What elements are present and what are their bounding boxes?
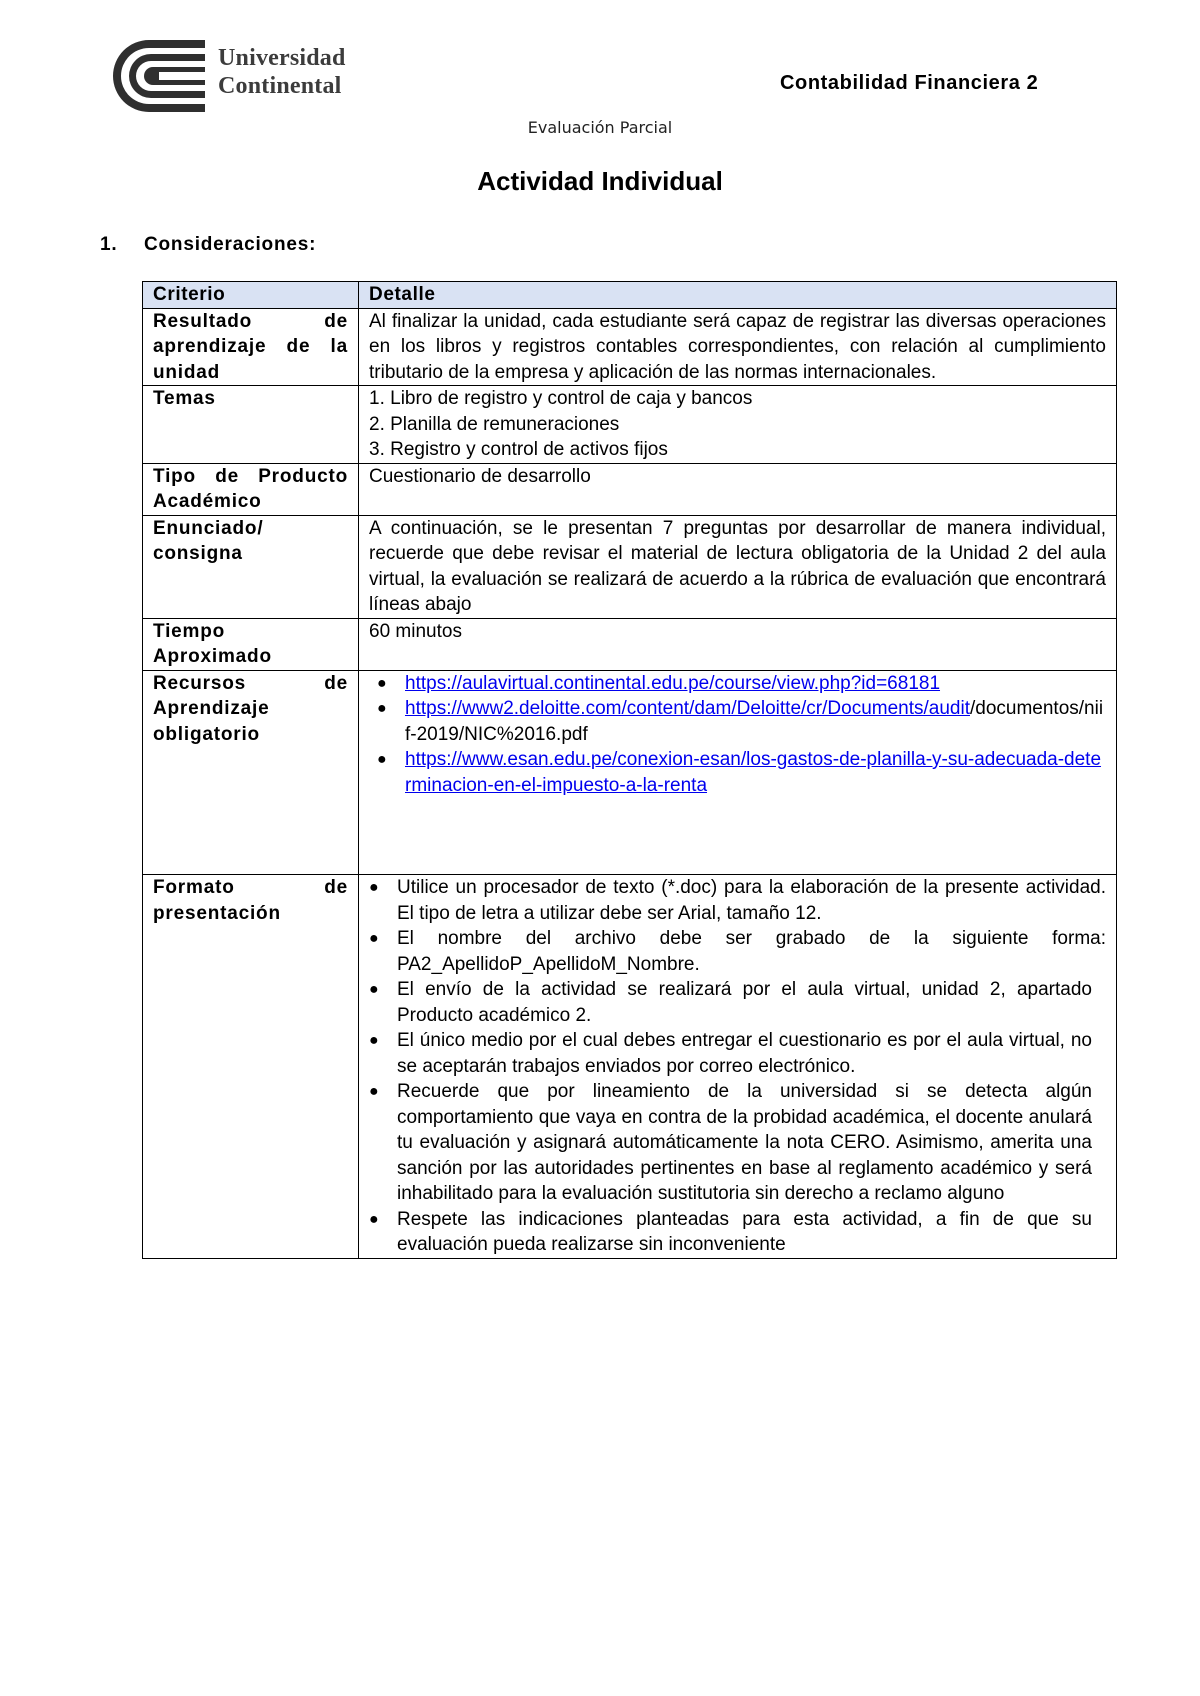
topic-item: 3. Registro y control de activos fijos bbox=[369, 439, 668, 460]
criterion-cell: Recursos de Aprendizaje obligatorio bbox=[143, 670, 359, 875]
bullet-icon: ● bbox=[377, 751, 387, 768]
table-row bbox=[143, 515, 1117, 618]
list-item bbox=[369, 671, 1106, 697]
bullet-icon: ● bbox=[369, 1210, 379, 1228]
list-item bbox=[361, 1207, 1106, 1258]
criterion-cell: Formato de presentación bbox=[143, 875, 359, 1259]
logo-text bbox=[218, 44, 346, 100]
bullet-icon: ● bbox=[369, 981, 379, 998]
detail-cell bbox=[359, 875, 1117, 1259]
criterion-cell: Temas bbox=[143, 386, 359, 464]
format-rule: El envío de la actividad se realizará por el aula virtual, unidad 2, apartado Producto académico 2. bbox=[397, 979, 1092, 1026]
topic-item: 2. Planilla de remuneraciones bbox=[369, 413, 620, 435]
table-row bbox=[143, 618, 1117, 670]
bullet-icon: ● bbox=[369, 930, 379, 947]
criterion-cell: Enunciado/ consigna bbox=[143, 515, 359, 618]
table-row bbox=[143, 386, 1117, 464]
list-item bbox=[361, 1028, 1106, 1079]
header-detalle: Detalle bbox=[359, 282, 1117, 309]
criterion-cell: Tipo de Producto Académico bbox=[143, 463, 359, 515]
table-header-row bbox=[143, 282, 1117, 309]
list-item bbox=[369, 696, 1106, 747]
detail-cell bbox=[359, 386, 1117, 464]
format-rule: El único medio por el cual debes entregar el cuestionario es por el aula virtual, no se aceptarán trabajos enviados por correo electrónico. bbox=[397, 1030, 1092, 1077]
resource-list bbox=[369, 671, 1106, 799]
bullet-icon: ● bbox=[377, 674, 387, 692]
format-rule: Respete las indicaciones planteadas para esta actividad, a fin de que su evaluación pueda realizarse sin inconveniente bbox=[397, 1208, 1092, 1255]
page-title: Actividad Individual bbox=[477, 166, 723, 196]
section-number: 1. bbox=[100, 234, 118, 255]
bullet-icon: ● bbox=[369, 879, 379, 896]
link-continuation: /documentos/niif-2019/NIC%2016.pdf bbox=[405, 698, 1104, 745]
topic-item: 1. Libro de registro y control de caja y bancos bbox=[369, 388, 753, 409]
table-row bbox=[143, 670, 1117, 875]
resource-link[interactable]: https://www2.deloitte.com/content/dam/Deloitte/cr/Documents/audit bbox=[405, 698, 970, 719]
list-item bbox=[361, 875, 1106, 926]
bullet-icon: ● bbox=[377, 700, 387, 717]
logo-line2: Continental bbox=[218, 73, 342, 99]
detail-cell: 60 minutos bbox=[359, 618, 1117, 670]
detail-cell bbox=[359, 670, 1117, 875]
list-item bbox=[361, 1079, 1106, 1207]
universidad-continental-logo-icon bbox=[113, 40, 205, 112]
cell-spacer bbox=[369, 798, 1106, 874]
section-label: Consideraciones: bbox=[144, 234, 317, 255]
list-item bbox=[361, 926, 1106, 977]
bullet-icon: ● bbox=[369, 1083, 379, 1100]
format-rule: El nombre del archivo debe ser grabado de la siguiente forma: PA2_ApellidoP_ApellidoM_Nombre. bbox=[397, 928, 1106, 975]
table-row bbox=[143, 875, 1117, 1259]
format-rule: Utilice un procesador de texto (*.doc) para la elaboración de la presente actividad. El tipo de letra a utilizar debe ser Arial, tamaño 12. bbox=[397, 877, 1106, 924]
detail-cell: A continuación, se le presentan 7 preguntas por desarrollar de manera individual, recuerde que debe revisar el material de lectura obligatoria de la Unidad 2 del aula virtual, la evaluación se realizará de acuerdo a la rúbrica de evaluación que encontrará líneas abajo bbox=[359, 515, 1117, 618]
format-list bbox=[361, 875, 1106, 1258]
criterion-cell: Resultado de aprendizaje de la unidad bbox=[143, 308, 359, 386]
header-criterio: Criterio bbox=[143, 282, 359, 309]
table-row bbox=[143, 308, 1117, 386]
table-row bbox=[143, 463, 1117, 515]
resource-link[interactable]: https://aulavirtual.continental.edu.pe/course/view.php?id=68181 bbox=[405, 672, 941, 694]
bullet-icon: ● bbox=[369, 1032, 379, 1049]
detail-cell: Cuestionario de desarrollo bbox=[359, 463, 1117, 515]
considerations-table bbox=[142, 281, 1117, 1259]
evaluation-type: Evaluación Parcial bbox=[527, 118, 673, 137]
list-item bbox=[369, 747, 1106, 798]
university-logo bbox=[113, 40, 363, 112]
resource-link[interactable]: https://www.esan.edu.pe/conexion-esan/los-gastos-de-planilla-y-su-adecuada-determinacion-en-el-impuesto-a-la-renta bbox=[405, 749, 1102, 796]
section-heading bbox=[100, 234, 316, 256]
list-item bbox=[361, 977, 1106, 1028]
logo-line1: Universidad bbox=[218, 45, 346, 71]
detail-cell: Al finalizar la unidad, cada estudiante será capaz de registrar las diversas operaciones en los libros y registros contables correspondientes, con relación al cumplimiento tributario de la empresa y aplicación de las normas internacionales. bbox=[359, 308, 1117, 386]
criterion-cell: Tiempo Aproximado bbox=[143, 618, 359, 670]
format-rule: Recuerde que por lineamiento de la universidad si se detecta algún comportamiento que vaya en contra de la probidad académica, el docente anulará tu evaluación y asignará automáticamente la nota CERO. Asimismo, amerita una sanción por las autoridades pertinentes en base al reglamento académico y será inhabilitado para la evaluación sustitutoria sin derecho a reclamo alguno bbox=[397, 1081, 1092, 1204]
course-name: Contabilidad Financiera 2 bbox=[780, 72, 1039, 94]
